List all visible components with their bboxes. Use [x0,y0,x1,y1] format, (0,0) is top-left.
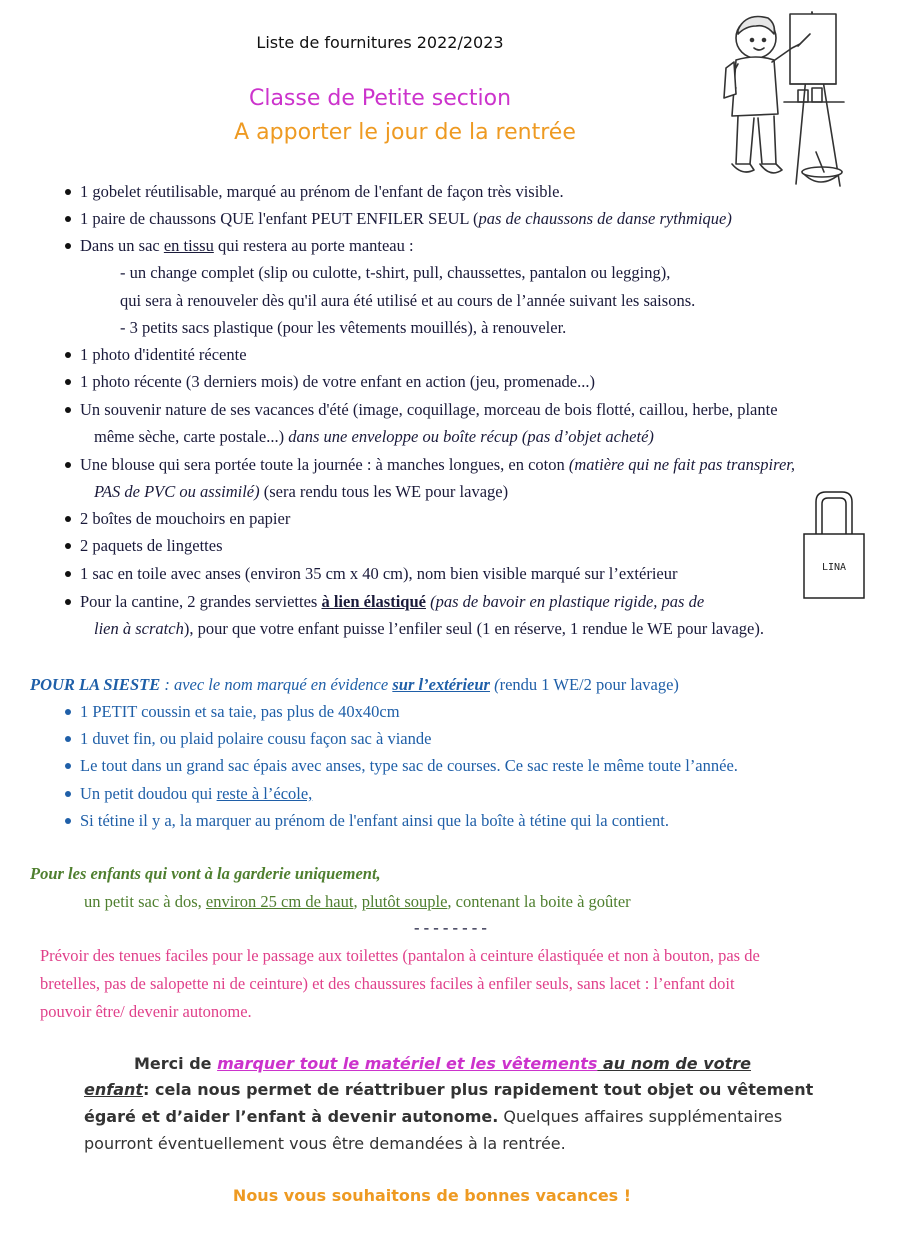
list-item: 1 photo d'identité récente [80,345,247,364]
list-item: 1 duvet fin, ou plaid polaire cousu façon sac à viande [80,729,432,748]
tote-bag-illustration [800,488,868,602]
merci-line: enfant: cela nous permet de réattribuer plus rapidement tout objet ou vêtement [84,1080,814,1099]
class-title: Classe de Petite section [248,86,512,111]
list-item: Un petit doudou qui reste à l’école, [80,784,313,803]
list-subline: - 3 petits sacs plastique (pour les vêtements mouillés), à renouveler. [120,318,567,337]
list-item: 1 sac en toile avec anses (environ 35 cm x 40 cm), nom bien visible marqué sur l’extérieur [80,564,678,583]
list-item: Pour la cantine, 2 grandes serviettes à lien élastiqué (pas de bavoir en plastique rigide, pas de [80,592,705,611]
list-item: Dans un sac en tissu qui restera au porte manteau : [80,236,414,255]
list-item: Si tétine il y a, la marquer au prénom de l'enfant ainsi que la boîte à tétine qui la contient. [80,811,669,830]
list-item: 1 gobelet réutilisable, marqué au prénom de l'enfant de façon très visible. [80,182,564,201]
tenues-line: bretelles, pas de salopette ni de ceinture) et des chaussures faciles à enfiler seuls, sans lacet : l’enfant doit [40,974,735,993]
list-item: 1 PETIT coussin et sa taie, pas plus de 40x40cm [80,702,400,721]
list-subline: PAS de PVC ou assimilé) (sera rendu tous les WE pour lavage) [94,482,509,501]
list-item: 1 paire de chaussons QUE l'enfant PEUT ENFILER SEUL (pas de chaussons de danse rythmique) [80,209,732,228]
list-item: 2 paquets de lingettes [80,536,223,555]
list-subline: - un change complet (slip ou culotte, t-shirt, pull, chaussettes, pantalon ou legging), [120,263,671,282]
closing-message: Nous vous souhaitons de bonnes vacances ! [232,1186,632,1205]
tenues-line: pouvoir être/ devenir autonome. [40,1002,252,1021]
list-subline: même sèche, carte postale...) dans une enveloppe ou boîte récup (pas d’objet acheté) [94,427,654,446]
list-item: 1 photo récente (3 derniers mois) de votre enfant en action (jeu, promenade...) [80,372,595,391]
sieste-heading: POUR LA SIESTE : avec le nom marqué en évidence sur l’extérieur (rendu 1 WE/2 pour lavage) [30,675,679,694]
list-item: Une blouse qui sera portée toute la journée : à manches longues, en coton (matière qui ne fait pas transpirer, [80,455,795,474]
subtitle: A apporter le jour de la rentrée [234,120,576,145]
list-subline: qui sera à renouveler dès qu'il aura été utilisé et au cours de l’année suivant les saisons. [120,291,696,310]
merci-line: égaré et d’aider l’enfant à devenir autonome. Quelques affaires supplémentaires [84,1107,783,1126]
bag-label: LINA [821,562,847,573]
garderie-heading: Pour les enfants qui vont à la garderie uniquement, [30,864,381,883]
garderie-line: un petit sac à dos, environ 25 cm de haut, plutôt souple, contenant la boite à goûter [84,892,631,911]
list-item: Le tout dans un grand sac épais avec anses, type sac de courses. Ce sac reste le même toute l’année. [80,756,738,775]
merci-line: pourront éventuellement vous être demandées à la rentrée. [84,1134,566,1153]
tenues-line: Prévoir des tenues faciles pour le passage aux toilettes (pantalon à ceinture élastiquée et non à bouton, pas de [40,946,760,965]
list-title: Liste de fournitures 2022/2023 [256,33,504,52]
list-subline: lien à scratch), pour que votre enfant puisse l’enfiler seul (1 en réserve, 1 rendue le WE pour lavage). [94,619,765,638]
separator: - - - - - - - - [414,918,487,937]
list-item: Un souvenir nature de ses vacances d'été (image, coquillage, morceau de bois flotté, caillou, herbe, plante [80,400,778,419]
merci-line: Merci de marquer tout le matériel et les vêtements au nom de votre [134,1054,752,1073]
child-painting-illustration [712,4,862,194]
list-item: 2 boîtes de mouchoirs en papier [80,509,291,528]
